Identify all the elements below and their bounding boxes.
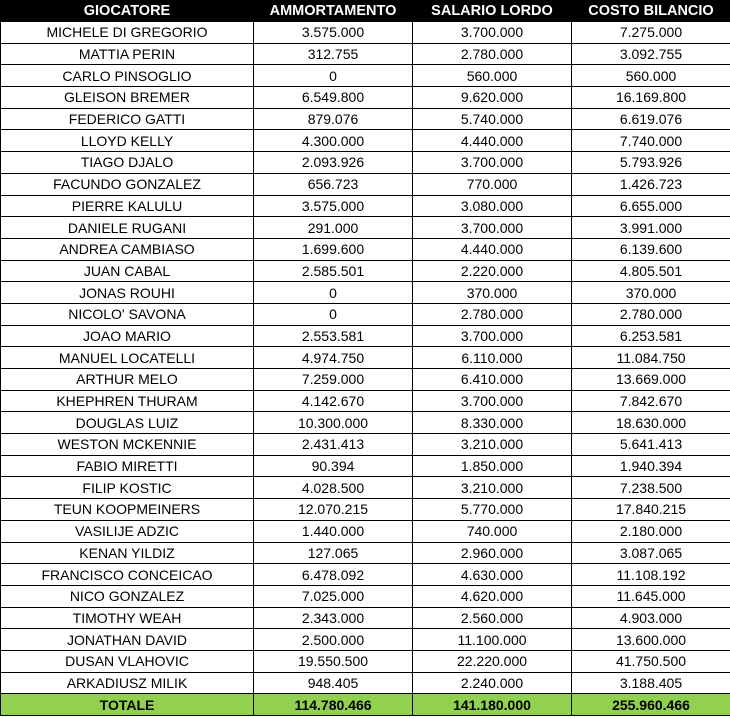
table-row [1,542,730,564]
table-row [1,564,730,586]
table-row [1,282,730,304]
cell-giocatore: KHEPHREN THURAM [1,390,254,412]
table-body [1,22,730,694]
cell-ammortamento: 656.723 [254,173,413,195]
cell-giocatore: MANUEL LOCATELLI [1,347,254,369]
cell-salario-lordo: 2.220.000 [413,260,572,282]
cell-ammortamento: 4.974.750 [254,347,413,369]
cell-ammortamento: 0 [254,282,413,304]
cell-costo-bilancio: 370.000 [572,282,730,304]
cell-salario-lordo: 2.560.000 [413,607,572,629]
cell-ammortamento: 10.300.000 [254,412,413,434]
cell-salario-lordo: 8.330.000 [413,412,572,434]
table-row [1,585,730,607]
table-footer [1,694,730,716]
cell-ammortamento: 291.000 [254,217,413,239]
cell-salario-lordo: 3.080.000 [413,195,572,217]
cell-giocatore: MATTIA PERIN [1,43,254,65]
cell-ammortamento: 7.259.000 [254,369,413,391]
cell-ammortamento: 2.585.501 [254,260,413,282]
cell-ammortamento: 2.431.413 [254,434,413,456]
cell-costo-bilancio: 1.940.394 [572,455,730,477]
cell-costo-bilancio: 2.180.000 [572,520,730,542]
cell-giocatore: VASILIJE ADZIC [1,520,254,542]
total-row [1,694,730,716]
cell-costo-bilancio: 11.108.192 [572,564,730,586]
cell-salario-lordo: 2.780.000 [413,303,572,325]
table-row [1,22,730,44]
cell-ammortamento: 948.405 [254,672,413,694]
cell-ammortamento: 1.440.000 [254,520,413,542]
cell-salario-lordo: 5.740.000 [413,108,572,130]
cell-ammortamento: 0 [254,303,413,325]
cell-giocatore: TIAGO DJALO [1,152,254,174]
table-row [1,43,730,65]
cell-ammortamento: 2.500.000 [254,629,413,651]
cell-salario-lordo: 4.440.000 [413,130,572,152]
cell-salario-lordo: 3.700.000 [413,390,572,412]
header-row [1,1,730,22]
cell-costo-bilancio: 4.903.000 [572,607,730,629]
cell-giocatore: ANDREA CAMBIASO [1,238,254,260]
cell-ammortamento: 2.343.000 [254,607,413,629]
cell-costo-bilancio: 6.139.600 [572,238,730,260]
cell-costo-bilancio: 560.000 [572,65,730,87]
cell-salario-lordo: 6.110.000 [413,347,572,369]
table-row [1,455,730,477]
cell-salario-lordo: 3.210.000 [413,434,572,456]
cell-giocatore: FACUNDO GONZALEZ [1,173,254,195]
cell-giocatore: PIERRE KALULU [1,195,254,217]
cell-costo-bilancio: 7.275.000 [572,22,730,44]
cell-ammortamento: 2.553.581 [254,325,413,347]
table-row [1,607,730,629]
table-row [1,87,730,109]
cell-salario-lordo: 2.240.000 [413,672,572,694]
cell-ammortamento: 1.699.600 [254,238,413,260]
cell-giocatore: WESTON MCKENNIE [1,434,254,456]
cell-giocatore: FRANCISCO CONCEICAO [1,564,254,586]
cell-ammortamento: 0 [254,65,413,87]
cell-salario-lordo: 4.440.000 [413,238,572,260]
cell-salario-lordo: 3.700.000 [413,217,572,239]
total-costo-bilancio: 255.960.466 [572,694,730,716]
cell-giocatore: KENAN YILDIZ [1,542,254,564]
cell-giocatore: ARTHUR MELO [1,369,254,391]
table-row [1,173,730,195]
cell-salario-lordo: 3.700.000 [413,152,572,174]
table-row [1,260,730,282]
cell-ammortamento: 127.065 [254,542,413,564]
table-row [1,108,730,130]
cell-salario-lordo: 560.000 [413,65,572,87]
header-ammortamento: AMMORTAMENTO [254,1,413,22]
cell-ammortamento: 312.755 [254,43,413,65]
cell-salario-lordo: 11.100.000 [413,629,572,651]
cell-giocatore: TEUN KOOPMEINERS [1,499,254,521]
cell-ammortamento: 4.028.500 [254,477,413,499]
cell-ammortamento: 6.549.800 [254,87,413,109]
cell-costo-bilancio: 3.092.755 [572,43,730,65]
table-row [1,629,730,651]
cell-costo-bilancio: 7.842.670 [572,390,730,412]
cell-costo-bilancio: 17.840.215 [572,499,730,521]
cell-ammortamento: 3.575.000 [254,22,413,44]
cell-giocatore: JUAN CABAL [1,260,254,282]
cell-giocatore: NICO GONZALEZ [1,585,254,607]
cell-costo-bilancio: 6.253.581 [572,325,730,347]
cell-giocatore: CARLO PINSOGLIO [1,65,254,87]
cell-giocatore: MICHELE DI GREGORIO [1,22,254,44]
cell-salario-lordo: 2.960.000 [413,542,572,564]
header-costo-bilancio: COSTO BILANCIO [572,1,730,22]
table-row [1,477,730,499]
cell-costo-bilancio: 13.669.000 [572,369,730,391]
cell-ammortamento: 19.550.500 [254,650,413,672]
cell-costo-bilancio: 2.780.000 [572,303,730,325]
cell-costo-bilancio: 11.645.000 [572,585,730,607]
cell-giocatore: DOUGLAS LUIZ [1,412,254,434]
cell-costo-bilancio: 3.188.405 [572,672,730,694]
cell-costo-bilancio: 6.655.000 [572,195,730,217]
cell-giocatore: TIMOTHY WEAH [1,607,254,629]
header-salario-lordo: SALARIO LORDO [413,1,572,22]
cell-costo-bilancio: 5.793.926 [572,152,730,174]
cell-ammortamento: 879.076 [254,108,413,130]
table-row [1,434,730,456]
table-row [1,195,730,217]
cell-salario-lordo: 5.770.000 [413,499,572,521]
cell-giocatore: FEDERICO GATTI [1,108,254,130]
cell-costo-bilancio: 7.740.000 [572,130,730,152]
cell-salario-lordo: 3.700.000 [413,325,572,347]
table-row [1,65,730,87]
cell-ammortamento: 90.394 [254,455,413,477]
cell-giocatore: JONAS ROUHI [1,282,254,304]
total-ammortamento: 114.780.466 [254,694,413,716]
table-row [1,303,730,325]
cell-ammortamento: 7.025.000 [254,585,413,607]
cell-giocatore: FABIO MIRETTI [1,455,254,477]
cell-salario-lordo: 22.220.000 [413,650,572,672]
cell-giocatore: GLEISON BREMER [1,87,254,109]
cell-salario-lordo: 2.780.000 [413,43,572,65]
cell-ammortamento: 12.070.215 [254,499,413,521]
cell-salario-lordo: 1.850.000 [413,455,572,477]
table-row [1,238,730,260]
cell-costo-bilancio: 1.426.723 [572,173,730,195]
cell-giocatore: LLOYD KELLY [1,130,254,152]
cell-ammortamento: 4.300.000 [254,130,413,152]
cell-costo-bilancio: 11.084.750 [572,347,730,369]
cell-giocatore: NICOLO' SAVONA [1,303,254,325]
table-row [1,347,730,369]
total-label: TOTALE [1,694,254,716]
cell-ammortamento: 3.575.000 [254,195,413,217]
cell-giocatore: DANIELE RUGANI [1,217,254,239]
table-row [1,152,730,174]
cell-costo-bilancio: 3.991.000 [572,217,730,239]
table-row [1,499,730,521]
cell-giocatore: JONATHAN DAVID [1,629,254,651]
cell-costo-bilancio: 5.641.413 [572,434,730,456]
cell-giocatore: FILIP KOSTIC [1,477,254,499]
cell-costo-bilancio: 6.619.076 [572,108,730,130]
cell-costo-bilancio: 7.238.500 [572,477,730,499]
cell-costo-bilancio: 18.630.000 [572,412,730,434]
cell-giocatore: JOAO MARIO [1,325,254,347]
table-row [1,650,730,672]
cell-salario-lordo: 3.700.000 [413,22,572,44]
cell-giocatore: ARKADIUSZ MILIK [1,672,254,694]
cell-salario-lordo: 3.210.000 [413,477,572,499]
cell-ammortamento: 4.142.670 [254,390,413,412]
cell-costo-bilancio: 4.805.501 [572,260,730,282]
cell-salario-lordo: 6.410.000 [413,369,572,391]
cell-salario-lordo: 4.620.000 [413,585,572,607]
total-salario-lordo: 141.180.000 [413,694,572,716]
cell-giocatore: DUSAN VLAHOVIC [1,650,254,672]
cell-salario-lordo: 770.000 [413,173,572,195]
cell-ammortamento: 6.478.092 [254,564,413,586]
table-row [1,325,730,347]
table-row [1,412,730,434]
cell-costo-bilancio: 3.087.065 [572,542,730,564]
table-row [1,130,730,152]
cell-salario-lordo: 370.000 [413,282,572,304]
cell-costo-bilancio: 41.750.500 [572,650,730,672]
cell-costo-bilancio: 13.600.000 [572,629,730,651]
table-row [1,369,730,391]
table-row [1,217,730,239]
table-row [1,520,730,542]
cell-salario-lordo: 9.620.000 [413,87,572,109]
table-row [1,672,730,694]
cell-costo-bilancio: 16.169.800 [572,87,730,109]
table-row [1,390,730,412]
cell-ammortamento: 2.093.926 [254,152,413,174]
cell-salario-lordo: 740.000 [413,520,572,542]
header-giocatore: GIOCATORE [1,1,254,22]
cell-salario-lordo: 4.630.000 [413,564,572,586]
table-header [1,1,730,22]
